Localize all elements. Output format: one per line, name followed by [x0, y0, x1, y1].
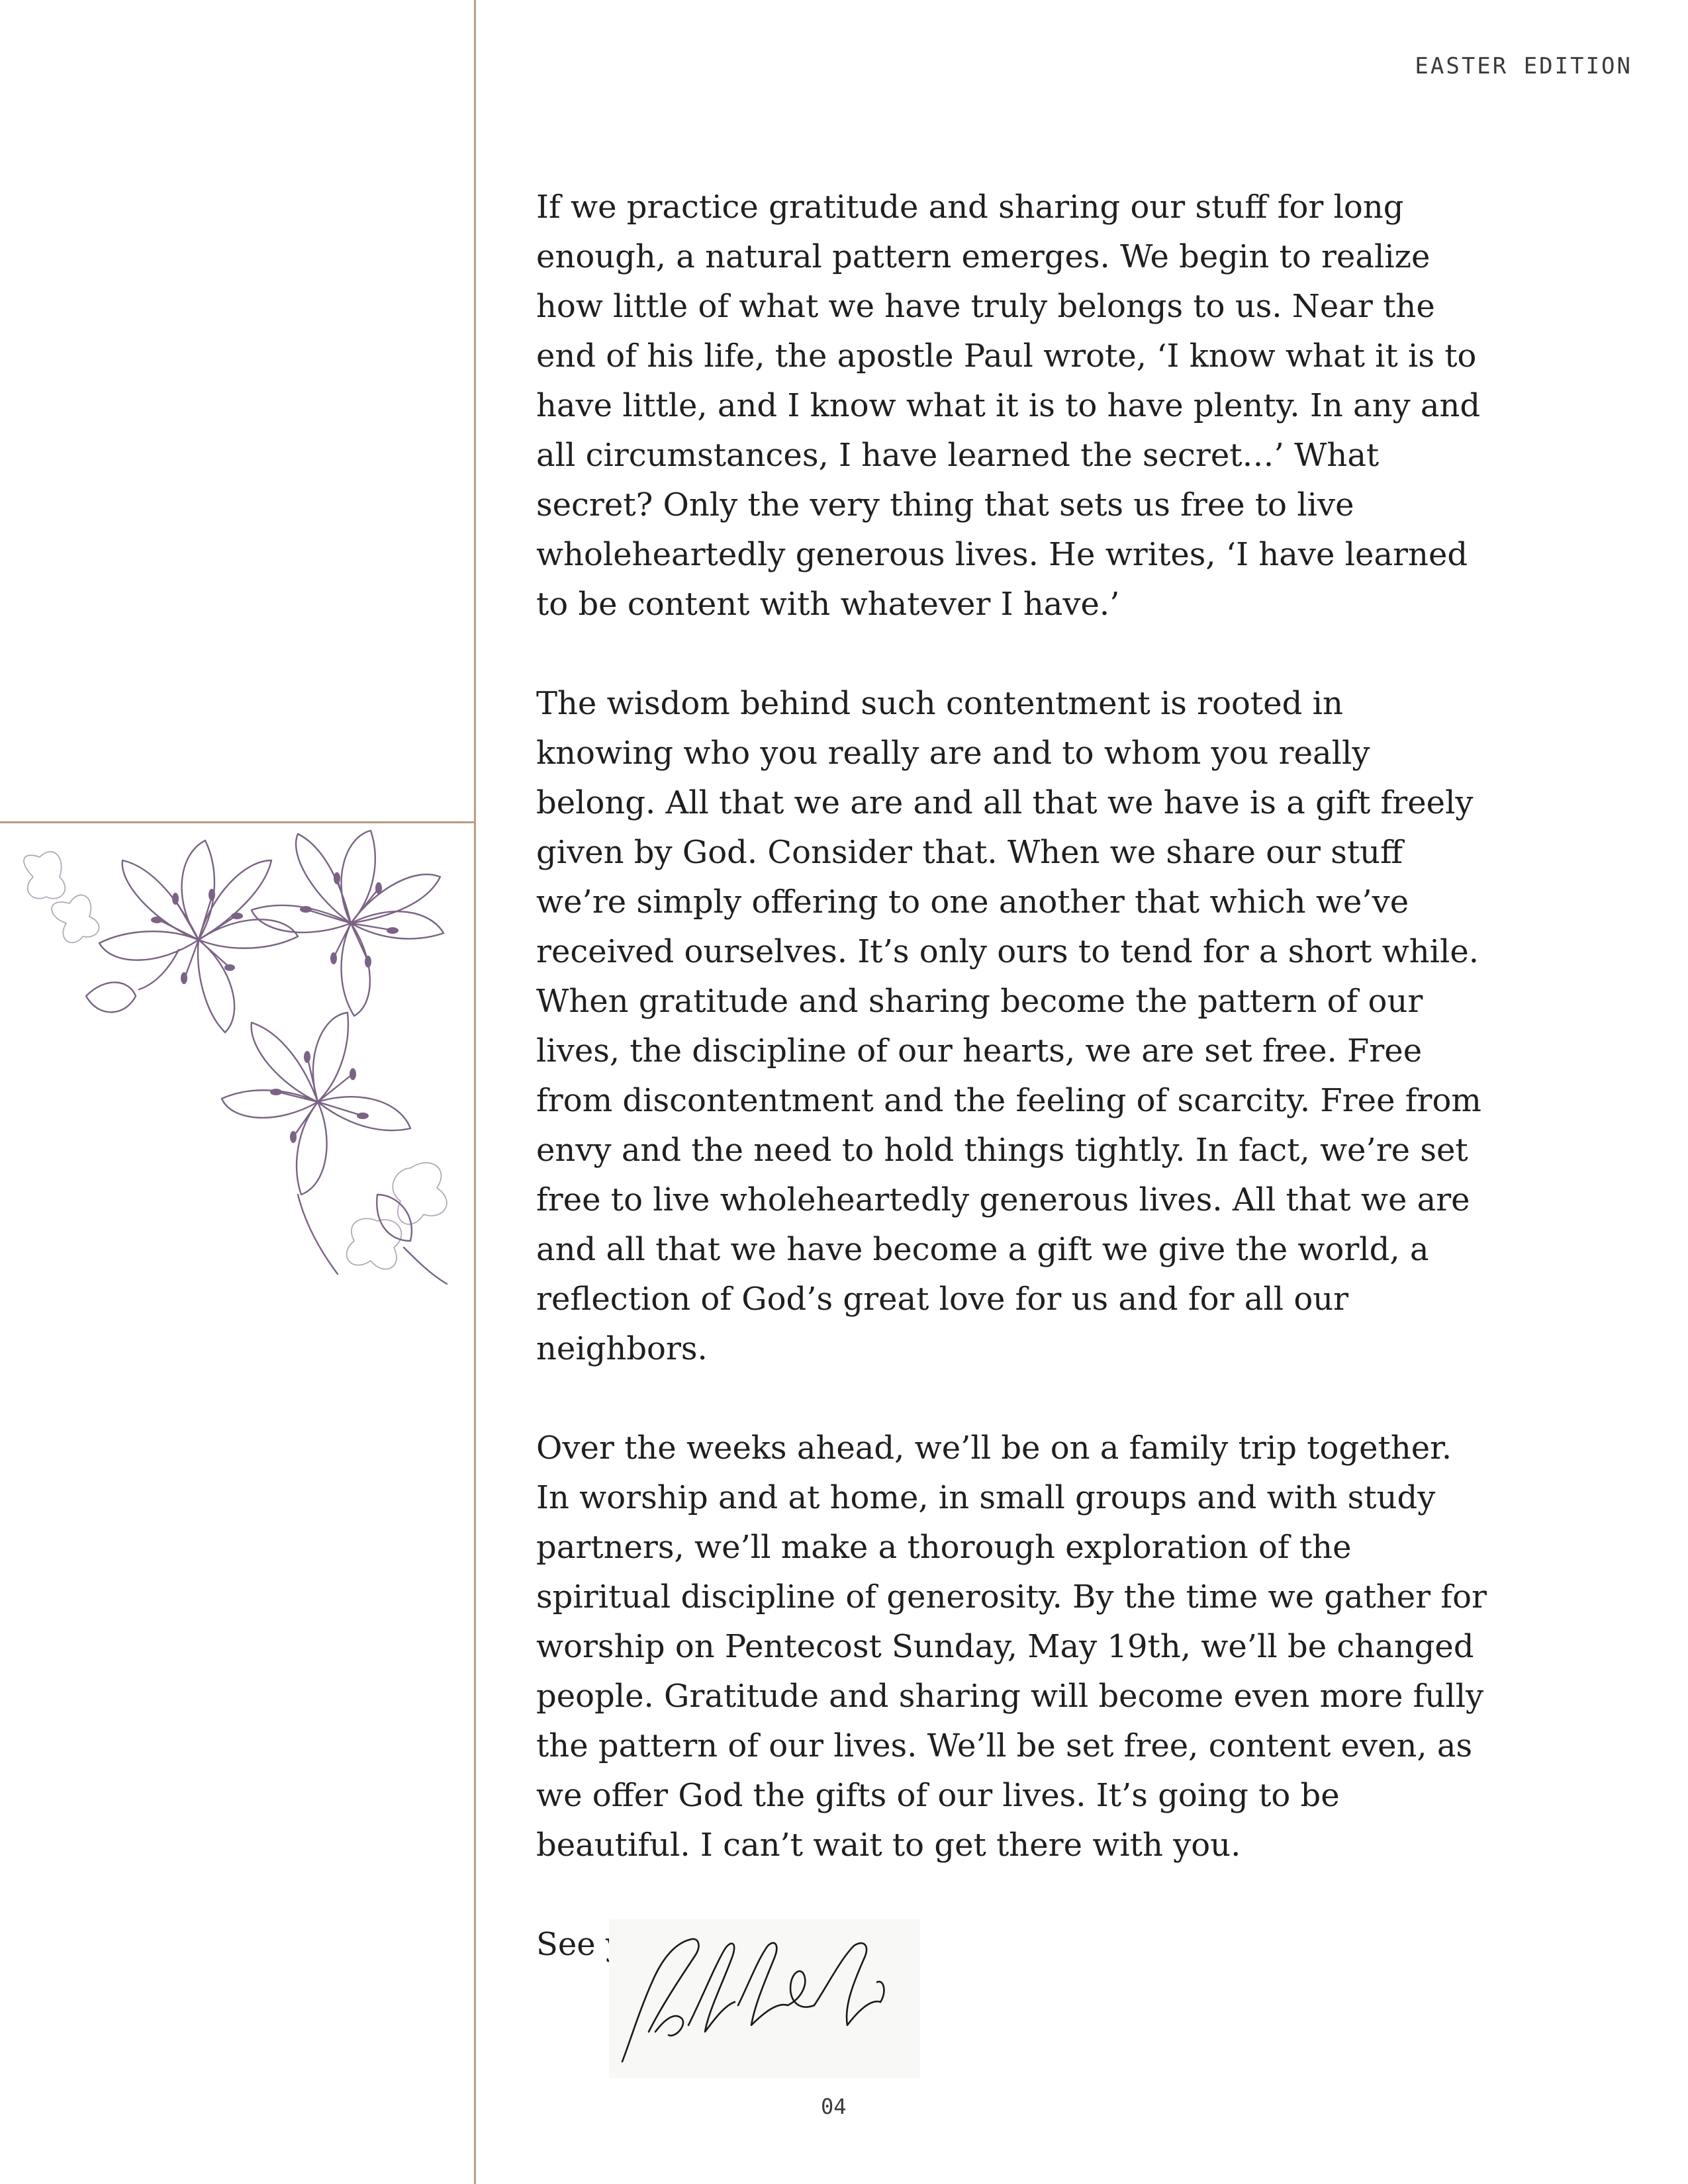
letter-signoff: See you in church, [536, 1926, 837, 1963]
letter-paragraph: Over the weeks ahead, we’ll be on a family trip together. In worship and at home, in small groups and with study partners, we’ll make a thorough exploration of the spiritual discipline of generosity. By the time we gather for worship on Pentecost Sunday, May 19th, we’ll be changed people. Gratitude and sharing will become even more fully the pattern of our lives. We’ll be set free, content even, as we offer God the gifts of our lives. It’s going to be beautiful. I can’t wait to get there with you. [536, 1430, 1487, 1864]
page-number: 04 [821, 2094, 847, 2119]
horizontal-divider-line [0, 821, 475, 823]
vertical-divider-line [474, 0, 476, 2184]
edition-label: EASTER EDITION [1415, 53, 1632, 79]
letter-paragraph: The wisdom behind such contentment is rooted in knowing who you really are and to whom you really belong. All that we are and all that we have is a gift freely given by God. Consider that. When we share our stuff we’re simply offering to one another that which we’ve received ourselves. It’s only ours to tend for a short while. When gratitude and sharing become the pattern of our lives, the discipline of our hearts, we are set free. Free from discontentment and the feeling of scarcity. Free from envy and the need to hold things tightly. In fact, we’re set free to live wholeheartedly generous lives. All that we are and all that we have become a gift we give the world, a reflection of God’s great love for us and for all our neighbors. [536, 685, 1481, 1367]
handwritten-signature [609, 1919, 920, 2078]
letter-body [536, 183, 1489, 1970]
letter-paragraph: If we practice gratitude and sharing our stuff for long enough, a natural pattern emerges. We begin to realize how little of what we have truly belongs to us. Near the end of his life, the apostle Paul wrote, ‘I know what it is to have little, and I know what it is to have plenty. In any and all circumstances, I have learned the secret…’ What secret? Only the very thing that sets us free to live wholeheartedly generous lives. He writes, ‘I have learned to be content with whatever I have.’ [536, 189, 1481, 623]
lily-flowers-illustration [7, 824, 470, 1287]
